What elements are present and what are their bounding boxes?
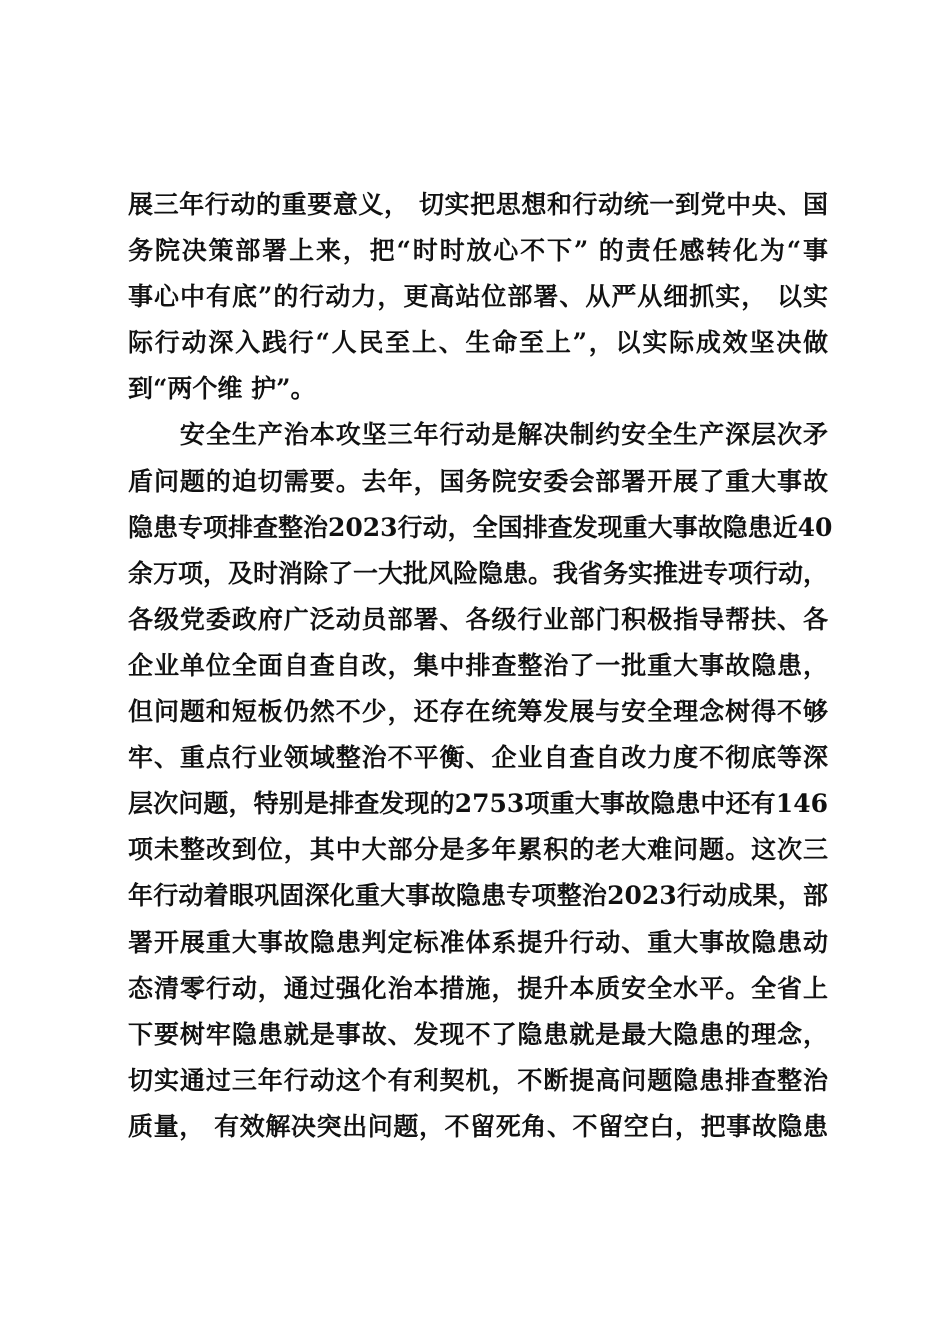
text-line: 牢、重点行业领域整治不平衡、企业自查自改力度不彻底等深 <box>128 743 828 773</box>
text-line: 企业单位全面自查自改，集中排查整治了一批重大事故隐患， <box>128 650 828 680</box>
text-line: 余万项，及时消除了一大批风险隐患。我省务实推进专项行动， <box>128 558 829 588</box>
text-line: 下要树牢隐患就是事故、发现不了隐患就是最大隐患的理念， <box>128 1019 828 1049</box>
text-line: 年行动着眼巩固深化重大事故隐患专项整治2023行动成果，部 <box>128 881 828 911</box>
text-line: 盾问题的迫切需要。去年，国务院安委会部署开展了重大事故 <box>128 466 828 496</box>
text-line: 到“两个维 护”。 <box>128 374 316 404</box>
text-line: 质量， 有效解决突出问题，不留死角、不留空白，把事故隐患 <box>128 1111 828 1141</box>
text-line: 切实通过三年行动这个有利契机，不断提高问题隐患排查整治 <box>128 1065 828 1095</box>
text-line: 安全生产治本攻坚三年行动是解决制约安全生产深层次矛 <box>128 420 828 450</box>
text-line: 事心中有底”的行动力，更高站位部署、从严从细抓实， 以实 <box>128 282 828 312</box>
text-line: 展三年行动的重要意义， 切实把思想和行动统一到党中央、国 <box>128 190 828 219</box>
text-line: 署开展重大事故隐患判定标准体系提升行动、重大事故隐患动 <box>128 927 828 957</box>
text-line: 务院决策部署上来，把“时时放心不下” 的责任感转化为“事 <box>128 236 828 266</box>
text-line: 隐患专项排查整治2023行动，全国排查发现重大事故隐患近40 <box>128 512 833 542</box>
document-body <box>128 182 833 1150</box>
text-line: 态清零行动，通过强化治本措施，提升本质安全水平。全省上 <box>128 973 828 1003</box>
text-line: 但问题和短板仍然不少，还存在统筹发展与安全理念树得不够 <box>128 697 828 727</box>
text-line: 际行动深入践行“人民至上、生命至上”，以实际成效坚决做 <box>128 328 828 358</box>
text-line: 项未整改到位，其中大部分是多年累积的老大难问题。这次三 <box>128 835 828 865</box>
text-line: 层次问题，特别是排查发现的2753项重大事故隐患中还有146 <box>128 789 828 819</box>
text-line: 各级党委政府广泛动员部署、各级行业部门积极指导帮扶、各 <box>128 604 828 634</box>
